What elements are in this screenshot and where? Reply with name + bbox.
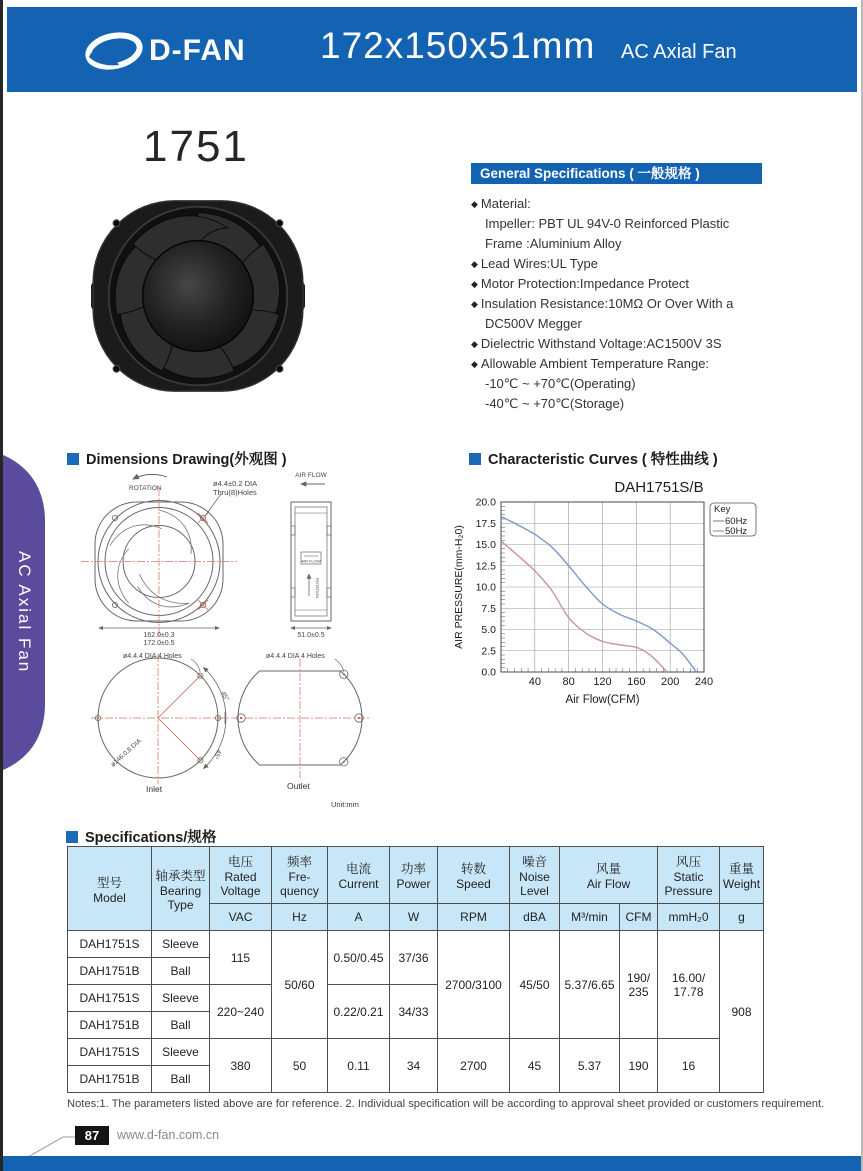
unit-g: g bbox=[720, 904, 764, 931]
cell-bearing: Ball bbox=[152, 958, 210, 985]
specifications-table bbox=[67, 846, 764, 1093]
diamond-bullet-icon: ◆ bbox=[471, 339, 478, 349]
spec-line bbox=[471, 354, 771, 374]
table-row bbox=[68, 1039, 764, 1066]
unit-vac: VAC bbox=[210, 904, 272, 931]
cell-voltage: 115 bbox=[210, 931, 272, 985]
general-specs-title: General Specifications ( 一般规格 ) bbox=[471, 163, 762, 184]
header-bar bbox=[7, 7, 857, 92]
cell-model: DAH1751S bbox=[68, 985, 152, 1012]
spec-line bbox=[471, 334, 771, 354]
table-row bbox=[68, 931, 764, 958]
inlet-bolt-circle-label: ø146.0.8 DIA bbox=[109, 737, 143, 769]
inlet-angle-top: 45° bbox=[219, 690, 231, 703]
diamond-bullet-icon: ◆ bbox=[471, 259, 478, 269]
spec-line bbox=[471, 234, 771, 254]
fan-product-photo bbox=[91, 196, 305, 401]
legend-label-50Hz: 50Hz bbox=[725, 526, 748, 537]
website-url: www.d-fan.com.cn bbox=[117, 1128, 220, 1142]
unit-hz: Hz bbox=[272, 904, 328, 931]
spec-text: Dielectric Withstand Voltage:AC1500V 3S bbox=[480, 336, 722, 351]
rotation-label: ROTATION bbox=[129, 485, 162, 492]
unit-label: Unit:mm bbox=[331, 800, 359, 809]
cell-bearing: Sleeve bbox=[152, 985, 210, 1012]
y-tick-label: 15.0 bbox=[475, 539, 496, 551]
chart-title: DAH1751S/B bbox=[614, 479, 704, 496]
cell-model: DAH1751B bbox=[68, 958, 152, 985]
diamond-bullet-icon: ◆ bbox=[471, 199, 478, 209]
unit-cfm: CFM bbox=[620, 904, 658, 931]
side-dim-depth: 51.0±0.5 bbox=[297, 632, 325, 639]
x-axis-label: Air Flow(CFM) bbox=[565, 694, 640, 706]
cell-model: DAH1751S bbox=[68, 931, 152, 958]
col-header-speed: 转数 Speed bbox=[438, 847, 510, 904]
outlet-drawing bbox=[231, 653, 369, 791]
cell-noise: 45/50 bbox=[510, 931, 560, 1039]
cell-voltage: 220~240 bbox=[210, 985, 272, 1039]
cell-current: 0.50/0.45 bbox=[328, 931, 390, 985]
col-header-current: 电流 Current bbox=[328, 847, 390, 904]
diamond-bullet-icon: ◆ bbox=[471, 359, 478, 369]
cell-power: 34 bbox=[390, 1039, 438, 1093]
unit-rpm: RPM bbox=[438, 904, 510, 931]
cell-bearing: Sleeve bbox=[152, 931, 210, 958]
front-dim-outer: 172.0±0.5 bbox=[143, 640, 175, 647]
section-title: Specifications/规格 bbox=[85, 830, 217, 846]
section-title: Characteristic Curves ( 特性曲线 ) bbox=[488, 452, 718, 468]
inlet-angle-bottom: 45° bbox=[211, 748, 223, 761]
inlet-caption: Inlet bbox=[146, 784, 163, 794]
unit-m3min: M³/min bbox=[560, 904, 620, 931]
inlet-holes-label: ø4.4.4 DIA 4 Holes bbox=[123, 653, 182, 660]
col-header-weight: 重量 Weight bbox=[720, 847, 764, 904]
spec-line bbox=[471, 214, 771, 234]
outlet-caption: Outlet bbox=[287, 781, 310, 791]
general-specs-list bbox=[471, 194, 771, 414]
cell-pressure: 16.00/ 17.78 bbox=[658, 931, 720, 1039]
front-holes-label-line2: Thru(8)Holes bbox=[213, 488, 257, 497]
fan-photo-svg bbox=[91, 196, 305, 396]
cell-current: 0.11 bbox=[328, 1039, 390, 1093]
y-tick-label: 10.0 bbox=[475, 581, 496, 594]
y-tick-label: 2.5 bbox=[481, 645, 496, 658]
legend-title: Key bbox=[714, 504, 731, 515]
cell-power: 34/33 bbox=[390, 985, 438, 1039]
side-rotation-label: ROTATION bbox=[315, 578, 320, 599]
y-tick-label: 17.5 bbox=[475, 517, 496, 530]
spec-line bbox=[471, 274, 771, 294]
spec-text: Allowable Ambient Temperature Range: bbox=[480, 356, 710, 371]
cell-airflow-m3: 5.37/6.65 bbox=[560, 931, 620, 1039]
col-header-voltage: 电压 Rated Voltage bbox=[210, 847, 272, 904]
col-header-airflow: 风量 Air Flow bbox=[560, 847, 658, 904]
y-tick-label: 0.0 bbox=[481, 666, 496, 679]
spec-text: Impeller: PBT UL 94V-0 Reinforced Plastic bbox=[485, 216, 730, 231]
side-tab-label: AC Axial Fan bbox=[15, 551, 34, 674]
spec-text: Material: bbox=[480, 196, 531, 211]
col-header-frequency: 频率 Fre-quency bbox=[272, 847, 328, 904]
section-marker-icon bbox=[469, 453, 481, 465]
header-size: 172x150x51mm bbox=[320, 25, 596, 66]
cell-weight: 908 bbox=[720, 931, 764, 1093]
section-marker-icon bbox=[67, 453, 79, 465]
x-tick-label: 240 bbox=[694, 676, 714, 688]
cell-bearing: Ball bbox=[152, 1012, 210, 1039]
cell-frequency: 50 bbox=[272, 1039, 328, 1093]
cell-speed: 2700/3100 bbox=[438, 931, 510, 1039]
spec-line bbox=[471, 294, 771, 314]
cell-voltage: 380 bbox=[210, 1039, 272, 1093]
section-specifications bbox=[66, 826, 216, 847]
y-axis-label: AIR PRESSURE(mm-H₂0) bbox=[453, 525, 465, 649]
y-tick-label: 20.0 bbox=[475, 496, 496, 509]
spec-line bbox=[471, 394, 771, 414]
side-tab-ac-axial-fan bbox=[3, 455, 49, 770]
cell-noise: 45 bbox=[510, 1039, 560, 1093]
characteristic-curves-chart bbox=[451, 470, 761, 717]
spec-line bbox=[471, 254, 771, 274]
chart-svg bbox=[451, 470, 761, 712]
x-tick-label: 80 bbox=[562, 676, 575, 688]
col-header-pressure: 风压 Static Pressure bbox=[658, 847, 720, 904]
cell-frequency: 50/60 bbox=[272, 931, 328, 1039]
curve-50Hz bbox=[501, 541, 667, 672]
product-series-title: 1751 bbox=[143, 122, 249, 171]
notes-text: Notes:1. The parameters listed above are for reference. 2. Individual specification will be according to approval sheet provided or customers requirement. bbox=[67, 1098, 825, 1110]
d-fan-logo-icon bbox=[85, 31, 143, 71]
unit-mmh2o: mmH₂0 bbox=[658, 904, 720, 931]
outlet-holes-label: ø4.4.4 DIA 4 Holes bbox=[266, 653, 325, 660]
legend-label-60Hz: 60Hz bbox=[725, 516, 748, 527]
dimensions-drawing-figure bbox=[63, 466, 455, 824]
d-fan-logo bbox=[85, 31, 246, 71]
diamond-bullet-icon: ◆ bbox=[471, 279, 478, 289]
unit-w: W bbox=[390, 904, 438, 931]
cell-bearing: Sleeve bbox=[152, 1039, 210, 1066]
cell-bearing: Ball bbox=[152, 1066, 210, 1093]
cell-model: DAH1751S bbox=[68, 1039, 152, 1066]
x-tick-label: 200 bbox=[660, 676, 680, 688]
spec-line bbox=[471, 194, 771, 214]
y-tick-label: 12.5 bbox=[475, 560, 496, 573]
unit-a: A bbox=[328, 904, 390, 931]
spec-text: Frame :Aluminium Alloy bbox=[485, 236, 622, 251]
col-header-noise: 噪音 Noise Level bbox=[510, 847, 560, 904]
spec-line bbox=[471, 314, 771, 334]
inlet-drawing bbox=[91, 653, 231, 794]
cell-model: DAH1751B bbox=[68, 1066, 152, 1093]
page-number: 87 bbox=[75, 1126, 109, 1145]
x-tick-label: 160 bbox=[627, 676, 646, 688]
brand-name: D-FAN bbox=[149, 34, 246, 67]
cell-model: DAH1751B bbox=[68, 1012, 152, 1039]
y-tick-label: 5.0 bbox=[481, 624, 496, 636]
cell-speed: 2700 bbox=[438, 1039, 510, 1093]
spec-text: -10℃ ~ +70℃(Operating) bbox=[485, 376, 636, 391]
spec-line bbox=[471, 374, 771, 394]
cell-airflow-m3: 5.37 bbox=[560, 1039, 620, 1093]
spec-text: Lead Wires:UL Type bbox=[480, 256, 598, 271]
x-tick-label: 40 bbox=[528, 676, 541, 688]
curve-60Hz bbox=[501, 516, 696, 672]
cell-pressure: 16 bbox=[658, 1039, 720, 1093]
cell-current: 0.22/0.21 bbox=[328, 985, 390, 1039]
col-header-model: 型号 Model bbox=[68, 847, 152, 931]
front-dim-inner: 162.0±0.3 bbox=[143, 632, 175, 639]
bottom-accent-bar bbox=[3, 1156, 861, 1171]
section-characteristic-curves bbox=[469, 448, 718, 469]
col-header-power: 功率 Power bbox=[390, 847, 438, 904]
front-holes-label-line1: ø4.4±0.2 DIA bbox=[213, 479, 258, 488]
x-tick-label: 120 bbox=[593, 676, 612, 688]
cell-power: 37/36 bbox=[390, 931, 438, 985]
section-marker-icon bbox=[66, 831, 78, 843]
front-view-drawing bbox=[81, 474, 257, 647]
inner-airflow-label: AIR FLOW bbox=[301, 558, 321, 564]
spec-text: -40℃ ~ +70℃(Storage) bbox=[485, 396, 625, 411]
header-product-type: AC Axial Fan bbox=[621, 41, 737, 63]
diamond-bullet-icon: ◆ bbox=[471, 299, 478, 309]
side-view-drawing bbox=[291, 472, 331, 639]
col-header-bearing: 轴承类型 Bearing Type bbox=[152, 847, 210, 931]
y-tick-label: 7.5 bbox=[481, 602, 496, 615]
cell-airflow-cfm: 190 bbox=[620, 1039, 658, 1093]
cell-airflow-cfm: 190/ 235 bbox=[620, 931, 658, 1039]
spec-text: Motor Protection:Impedance Protect bbox=[480, 276, 690, 291]
spec-text: DC500V Megger bbox=[485, 316, 582, 331]
air-flow-label: AIR FLOW bbox=[295, 472, 327, 479]
spec-text: Insulation Resistance:10MΩ Or Over With a bbox=[480, 296, 734, 311]
section-title: Dimensions Drawing(外观图 ) bbox=[86, 452, 287, 468]
unit-dba: dBA bbox=[510, 904, 560, 931]
